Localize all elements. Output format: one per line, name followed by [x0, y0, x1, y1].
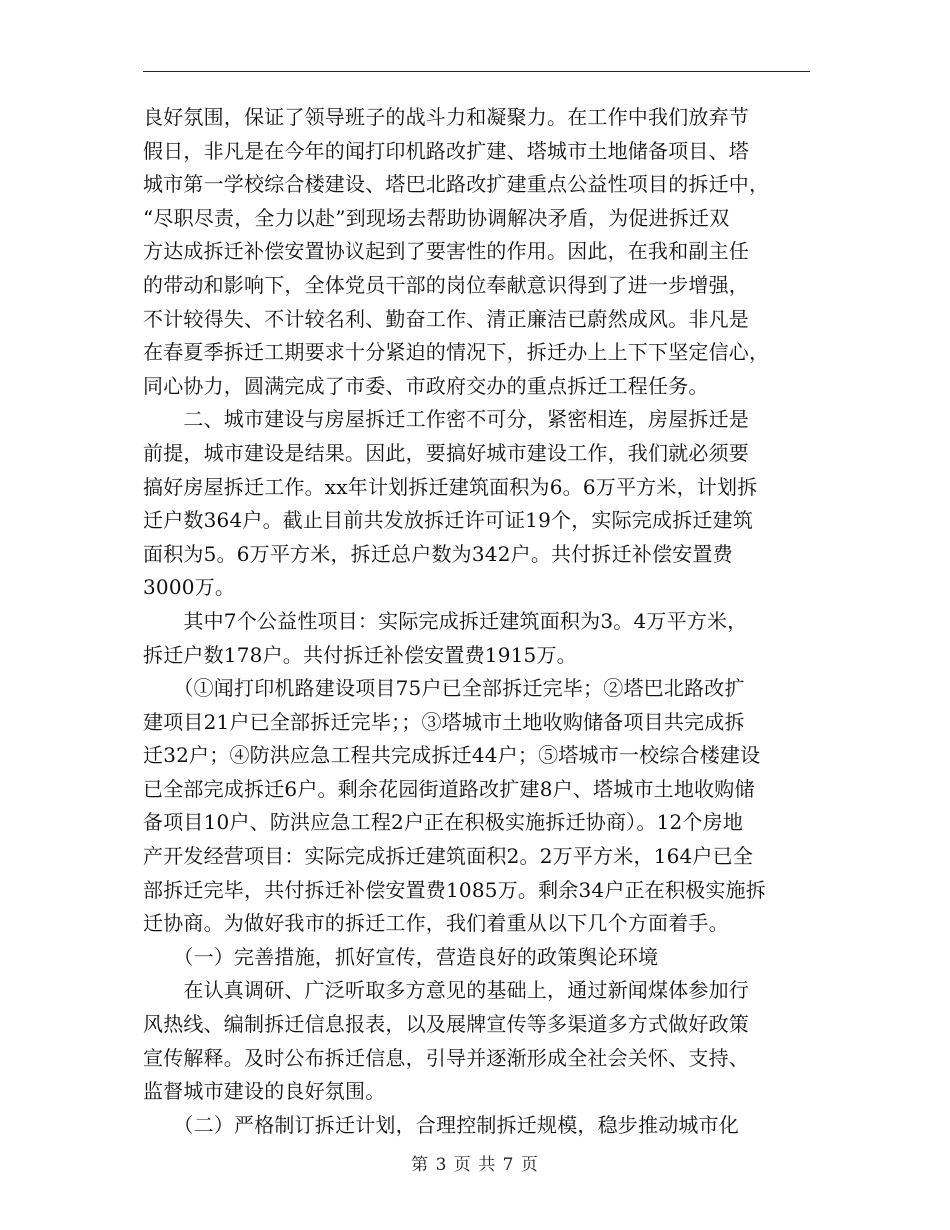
text-line: 监督城市建设的良好氛围。 — [143, 1079, 386, 1104]
text-line: 迁户数364户。截止目前共发放拆迁许可证19个，实际完成拆迁建筑 — [143, 508, 754, 533]
text-line: 已全部完成拆迁6户。剩余花园街道路改扩建8户、塔城市土地收购储 — [143, 776, 755, 801]
header-rule — [143, 71, 810, 72]
text-line: “尽职尽责，全力以赴”到现场去帮助协调解决矛盾，为促进拆迁双 — [143, 205, 730, 230]
text-line: 建项目21户已全部拆迁完毕；；③塔城市土地收购储备项目共完成拆 — [143, 709, 745, 734]
text-line: （一）完善措施，抓好宣传，营造良好的政策舆论环境 — [143, 944, 659, 969]
text-line: 的带动和影响下，全体党员干部的岗位奉献意识得到了进一步增强， — [143, 272, 749, 297]
text-line: 备项目10户、防洪应急工程2户正在积极实施拆迁协商）。12个房地 — [143, 810, 744, 835]
text-line: 其中7个公益性项目：实际完成拆迁建筑面积为3。4万平方米， — [143, 608, 748, 633]
text-line: 同心协力，圆满完成了市委、市政府交办的重点拆迁工程任务。 — [143, 373, 709, 398]
text-line: 搞好房屋拆迁工作。xx年计划拆迁建筑面积为6。6万平方米，计划拆 — [143, 474, 758, 499]
text-line: 二、城市建设与房屋拆迁工作密不可分，紧密相连，房屋拆迁是 — [143, 407, 749, 432]
text-line: 3000万。 — [143, 575, 236, 600]
text-line: 假日，非凡是在今年的闻打印机路改扩建、塔城市土地储备项目、塔 — [143, 138, 749, 163]
text-line: 产开发经营项目：实际完成拆迁建筑面积2。2万平方米，164户已全 — [143, 844, 754, 869]
text-line: 拆迁户数178户。共付拆迁补偿安置费1915万。 — [143, 642, 577, 667]
text-line: 面积为5。6万平方米，拆迁总户数为342户。共付拆迁补偿安置费 — [143, 541, 733, 566]
text-line: 在认真调研、广泛听取多方意见的基础上，通过新闻煤体参加行 — [143, 978, 749, 1003]
text-line: 风热线、编制拆迁信息报表，以及展牌宣传等多渠道多方式做好政策 — [143, 1012, 749, 1037]
text-line: 迁32户；④防洪应急工程共完成拆迁44户；⑤塔城市一校综合楼建设 — [143, 743, 761, 768]
text-line: 宣传解释。及时公布拆迁信息，引导并逐渐形成全社会关怀、支持、 — [143, 1045, 749, 1070]
text-line: 部拆迁完毕，共付拆迁补偿安置费1085万。剩余34户正在积极实施拆 — [143, 877, 766, 902]
text-line: （①闻打印机路建设项目75户已全部拆迁完毕；②塔巴北路改扩 — [143, 676, 745, 701]
page-footer: 第 3 页 共 7 页 — [411, 1155, 539, 1175]
text-line: 方达成拆迁补偿安置协议起到了要害性的作用。因此，在我和副主任 — [143, 239, 749, 264]
text-line: 城市第一学校综合楼建设、塔巴北路改扩建重点公益性项目的拆迁中， — [143, 172, 770, 197]
document-body — [143, 101, 810, 1142]
text-line: 不计较得失、不计较名利、勤奋工作、清正廉洁已蔚然成风。非凡是 — [143, 306, 749, 331]
text-line: 良好氛围，保证了领导班子的战斗力和凝聚力。在工作中我们放弃节 — [143, 105, 749, 129]
text-line: （二）严格制订拆迁计划，合理控制拆迁规模，稳步推动城市化 — [143, 1112, 739, 1137]
text-line: 迁协商。为做好我市的拆迁工作，我们着重从以下几个方面着手。 — [143, 911, 729, 936]
text-line: 在春夏季拆迁工期要求十分紧迫的情况下，拆迁办上上下下坚定信心， — [143, 340, 770, 365]
text-line: 前提，城市建设是结果。因此，要搞好城市建设工作，我们就必须要 — [143, 440, 749, 465]
